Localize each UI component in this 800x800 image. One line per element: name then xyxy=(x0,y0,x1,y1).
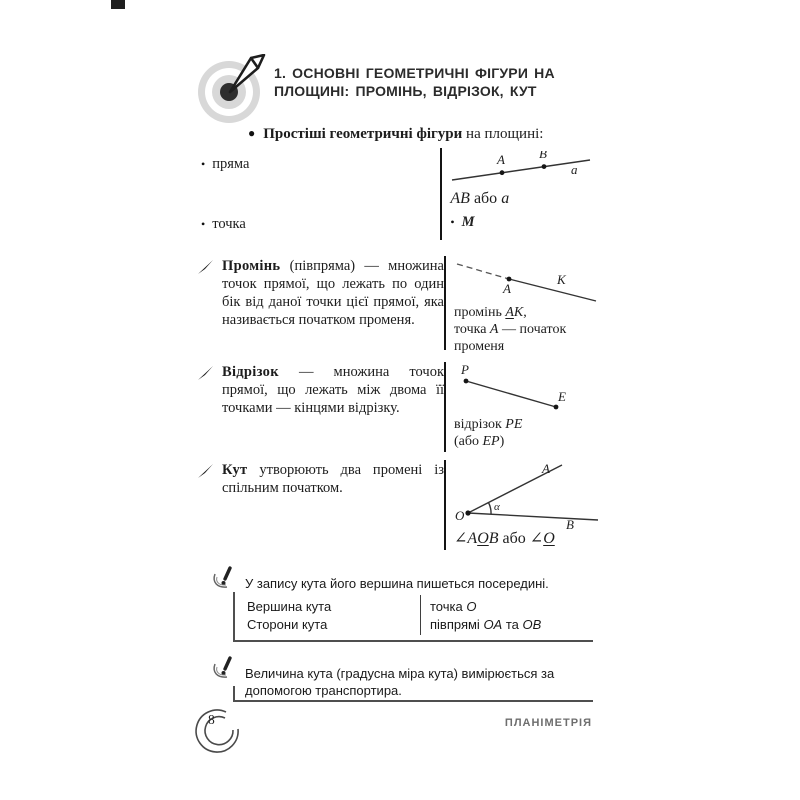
angle-symbol: ∠ xyxy=(454,530,468,547)
figure-row-ray xyxy=(197,256,599,354)
pen-icon xyxy=(211,656,239,688)
point-m-label: M xyxy=(461,214,475,230)
figure-row-line-point xyxy=(197,148,599,240)
point-a-label: A xyxy=(542,463,550,476)
point-e-label: E xyxy=(558,389,566,404)
angle-diagram xyxy=(454,463,602,529)
chapter-title xyxy=(274,64,555,124)
term-ray: Промінь xyxy=(222,258,281,274)
note-text: Величина кута (градусна міра кута) вимірюється за допомогою транспортира. xyxy=(245,666,555,698)
point-k-label: K xyxy=(557,272,566,287)
angle-definition xyxy=(222,460,444,497)
ray-definition xyxy=(222,256,444,329)
point-b-label: B xyxy=(566,517,574,529)
caption-line xyxy=(454,304,566,321)
term-angle: Кут xyxy=(222,462,248,478)
table-row xyxy=(247,599,476,614)
line-a-label: a xyxy=(571,162,578,177)
intro-rest-text: на площині: xyxy=(462,126,544,142)
math-var: OA xyxy=(483,617,503,632)
point-m-item xyxy=(450,214,474,231)
value-text: та xyxy=(502,617,523,632)
page-number: 8 xyxy=(208,712,215,727)
angle-symbol: ∠ xyxy=(529,530,544,547)
point-a-label: A xyxy=(503,281,511,296)
caption-text: , xyxy=(523,305,527,320)
row-definition-column xyxy=(197,148,440,240)
list-item-point xyxy=(201,216,246,233)
footer-section-label: ПЛАНІМЕТРІЯ xyxy=(504,717,592,729)
caption-text: променя xyxy=(454,339,505,354)
definition-text: (півпряма) — множина точок прямої, що лежать по один бік від даної точки цієї прямої, яка називається початком променя. xyxy=(222,258,444,328)
caption-line xyxy=(454,416,522,433)
section-bullet-icon: ● xyxy=(248,126,256,140)
caption-text: — початок xyxy=(498,322,567,337)
row-definition-column xyxy=(197,362,444,452)
caption-text: (або xyxy=(454,434,483,449)
table-value xyxy=(430,599,476,614)
intro-bold-text: Простіші геометричні фігури xyxy=(263,126,463,142)
table-label: Вершина кута xyxy=(247,599,332,614)
point-b-label: B xyxy=(539,151,548,161)
table-value xyxy=(430,617,541,632)
math-var: A xyxy=(467,530,478,547)
line-diagram xyxy=(450,151,592,185)
math-var: AB xyxy=(450,190,470,207)
item-line-label: пряма xyxy=(212,156,250,172)
math-var: O xyxy=(466,599,477,614)
pointer-arrow-icon xyxy=(198,366,214,381)
figure-row-segment xyxy=(197,362,599,452)
note-frame xyxy=(233,592,593,642)
caption-text: відрізок xyxy=(454,417,506,432)
note-measure xyxy=(197,656,597,708)
term-segment: Відрізок xyxy=(222,364,279,380)
page-edge-mark xyxy=(111,0,125,9)
point-p-label: P xyxy=(461,365,469,377)
table-label: Сторони кута xyxy=(247,617,328,632)
math-var: A xyxy=(505,305,514,320)
row-definition-column xyxy=(197,256,444,350)
segment-diagram xyxy=(454,365,584,415)
definition-text: — множина точок прямої, що лежать між двома її точками — кінцями відрізку. xyxy=(222,364,444,416)
bullet-icon: • xyxy=(201,217,206,231)
caption-text: або xyxy=(469,190,502,207)
pointer-arrow-icon xyxy=(198,464,214,479)
note-frame xyxy=(233,686,593,702)
math-var: O xyxy=(477,530,489,547)
figure-row-angle xyxy=(197,460,599,550)
caption-line xyxy=(454,338,566,355)
caption-text: ) xyxy=(499,434,505,449)
segment-caption xyxy=(454,416,522,450)
note-vertex xyxy=(197,566,597,656)
page-number-emblem xyxy=(190,702,244,756)
ray-caption xyxy=(454,304,566,355)
value-text: півпрямі xyxy=(430,617,484,632)
vertex-o-label: O xyxy=(455,508,465,523)
table-row xyxy=(247,617,541,632)
value-text: точка xyxy=(430,599,467,614)
bullet-icon: • xyxy=(201,157,206,171)
pointer-arrow-icon xyxy=(198,260,214,275)
caption-text: промінь xyxy=(454,305,506,320)
row-figure-column xyxy=(446,362,599,452)
caption-text: точка xyxy=(454,322,490,337)
point-dot-icon: • xyxy=(450,215,455,229)
point-a-label: A xyxy=(497,152,506,167)
definition-text: утворюють два промені із спільним початком. xyxy=(222,462,444,496)
segment-definition xyxy=(222,362,444,417)
ray-diagram xyxy=(454,259,599,303)
row-figure-column xyxy=(446,460,599,550)
list-item-line xyxy=(201,156,249,173)
chapter-header xyxy=(196,54,596,124)
row-definition-column xyxy=(197,460,444,550)
math-var: OB xyxy=(522,617,542,632)
math-var: K xyxy=(513,305,524,320)
row-figure-column xyxy=(442,148,599,240)
intro-line xyxy=(248,126,598,143)
target-dart-icon xyxy=(196,54,266,124)
math-var: O xyxy=(543,530,555,547)
note-text: У запису кута його вершина пишеться посередині. xyxy=(245,576,549,591)
chapter-title-line2: ПЛОЩИНІ: ПРОМІНЬ, ВІДРІЗОК, КУТ xyxy=(274,83,537,99)
row-figure-column xyxy=(446,256,599,354)
table-divider xyxy=(420,595,421,635)
math-var: B xyxy=(488,530,499,547)
math-var: a xyxy=(501,190,510,207)
math-var: A xyxy=(489,322,499,337)
caption-text: або xyxy=(498,530,530,547)
angle-caption xyxy=(454,530,555,547)
caption-line xyxy=(454,321,566,338)
line-caption xyxy=(450,190,509,207)
math-var: EP xyxy=(482,434,500,449)
item-point-label: точка xyxy=(212,216,246,232)
chapter-title-line1: 1. ОСНОВНІ ГЕОМЕТРИЧНІ ФІГУРИ НА xyxy=(274,65,555,81)
alpha-label: α xyxy=(494,501,500,513)
caption-line xyxy=(454,433,522,450)
math-var: PE xyxy=(505,417,523,432)
